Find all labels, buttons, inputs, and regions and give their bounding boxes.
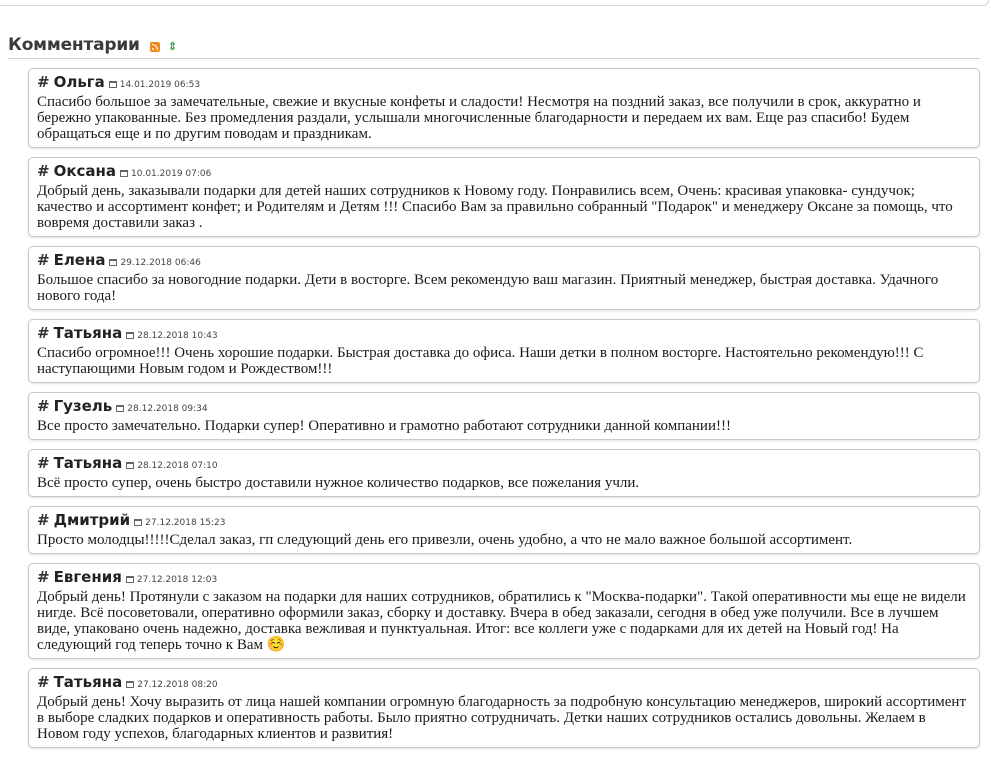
comment-text: Спасибо большое за замечательные, свежие и вкусные конфеты и сладости! Несмотря на поздний заказ, все получили в срок, аккуратно и бережно упакованные. Без промедления раздали, услышали многочисленные благодарности и передаем их вам. Еще раз спасибо! Будем обращаться еще и по другим поводам и праздникам. [37, 94, 921, 142]
comment-header [37, 673, 971, 693]
comment-anchor-link[interactable]: # [37, 454, 50, 472]
comment-author: Татьяна [53, 324, 123, 342]
comment-text: Большое спасибо за новогодние подарки. Дети в восторге. Всем рекомендую ваш магазин. Приятный менеджер, быстрая доставка. Удачного нового года! [37, 272, 939, 304]
comment-header [37, 454, 971, 474]
comment-header [37, 511, 971, 531]
comment-header [37, 251, 971, 271]
comment-anchor-link[interactable]: # [37, 673, 50, 691]
calendar-icon [134, 519, 142, 526]
calendar-icon [116, 405, 124, 412]
comment-author: Дмитрий [53, 511, 131, 529]
comment-item [28, 68, 980, 148]
comment-date: 27.12.2018 15:23 [145, 518, 226, 528]
comment-date: 27.12.2018 12:03 [136, 575, 218, 585]
comment-item [28, 449, 980, 497]
calendar-icon [126, 681, 134, 688]
page-title: Комментарии [8, 35, 140, 55]
comment-text: Добрый день, заказывали подарки для детей наших сотрудников к Новому году. Понравились всем, Очень: красивая упаковка- сундучок; качество и ассортимент конфет; и Родителям и Детям !!! Спасибо Вам за правильно собранный "Подарок" и менеджеру Оксане за помощь, что вовремя доставили заказ . [37, 183, 953, 231]
rss-icon[interactable] [150, 42, 160, 52]
comment-text: Спасибо огромное!!! Очень хорошие подарки. Быстрая доставка до офиса. Наши детки в полном восторге. Настоятельно рекомендую!!! С наступающими Новым годом и Рождеством!!! [37, 345, 924, 377]
comment-text: Добрый день! Хочу выразить от лица нашей компании огромную благодарность за подробную консультацию менеджеров, широкий ассортимент в выборе сладких подарков и оперативность работы. Было приятно сотрудничать. Детки наших сотрудников остались довольны. Желаем в Новом году успехов, благодарных клиентов и развития! [37, 694, 967, 742]
comment-header [37, 568, 971, 588]
calendar-icon [126, 576, 134, 583]
calendar-icon [109, 81, 117, 88]
comment-item [28, 668, 980, 748]
comment-anchor-link[interactable]: # [37, 162, 50, 180]
comment-text: Все просто замечательно. Подарки супер! Оперативно и грамотно работают сотрудники данной компании!!! [37, 418, 731, 434]
top-border [0, 0, 989, 6]
comment-header [37, 324, 971, 344]
comment-date: 29.12.2018 06:46 [120, 258, 201, 268]
comment-item [28, 246, 980, 310]
comment-item [28, 157, 980, 237]
comment-anchor-link[interactable]: # [37, 397, 50, 415]
calendar-icon [120, 170, 128, 177]
calendar-icon [126, 332, 134, 339]
refresh-icon[interactable]: ⇕ [167, 39, 177, 53]
comment-anchor-link[interactable]: # [37, 511, 50, 529]
comment-author: Татьяна [53, 454, 123, 472]
comment-item [28, 506, 980, 554]
comment-text: Просто молодцы!!!!!Сделал заказ, гп следующий день его привезли, очень удобно, а что не мало важное большой ассортимент. [37, 532, 853, 548]
calendar-icon [126, 462, 134, 469]
comment-anchor-link[interactable]: # [37, 251, 50, 269]
comment-item [28, 392, 980, 440]
comments-list [28, 68, 980, 757]
comment-date: 28.12.2018 10:43 [137, 331, 218, 341]
comment-header [37, 397, 971, 417]
comment-anchor-link[interactable]: # [37, 73, 50, 91]
comment-date: 10.01.2019 07:06 [131, 169, 212, 179]
calendar-icon [109, 259, 117, 266]
comment-date: 28.12.2018 07:10 [137, 461, 218, 471]
comment-item [28, 319, 980, 383]
comment-header [37, 162, 971, 182]
comment-date: 27.12.2018 08:20 [137, 680, 218, 690]
comment-author: Татьяна [53, 673, 123, 691]
comment-anchor-link[interactable]: # [37, 324, 50, 342]
comment-text: Добрый день! Протянули с заказом на подарки для наших сотрудников, обратились к "Москва-подарки". Такой оперативности мы еще не видели нигде. Всё посоветовали, оперативно оформили заказ, сборку и доставку. Вчера в обед заказали, сегодня в обед уже получили. Все в лучшем виде, упаковано очень надежно, доставка вежливая и пунктуальная. Итог: все коллеги уже с подарками для их детей на Новый год! На следующий год теперь точно к Вам ☺️ [37, 589, 966, 653]
comment-text: Всё просто супер, очень быстро доставили нужное количество подарков, все пожелания учли. [37, 475, 640, 491]
comment-author: Оксана [53, 162, 117, 180]
comment-anchor-link[interactable]: # [37, 568, 50, 586]
comment-date: 14.01.2019 06:53 [119, 80, 201, 90]
comment-author: Елена [53, 251, 106, 269]
comment-author: Ольга [53, 73, 105, 91]
comment-item [28, 563, 980, 659]
comment-author: Гузель [53, 397, 113, 415]
comment-author: Евгения [53, 568, 122, 586]
comment-date: 28.12.2018 09:34 [127, 404, 208, 414]
comments-header [8, 32, 980, 59]
comment-header [37, 73, 971, 93]
